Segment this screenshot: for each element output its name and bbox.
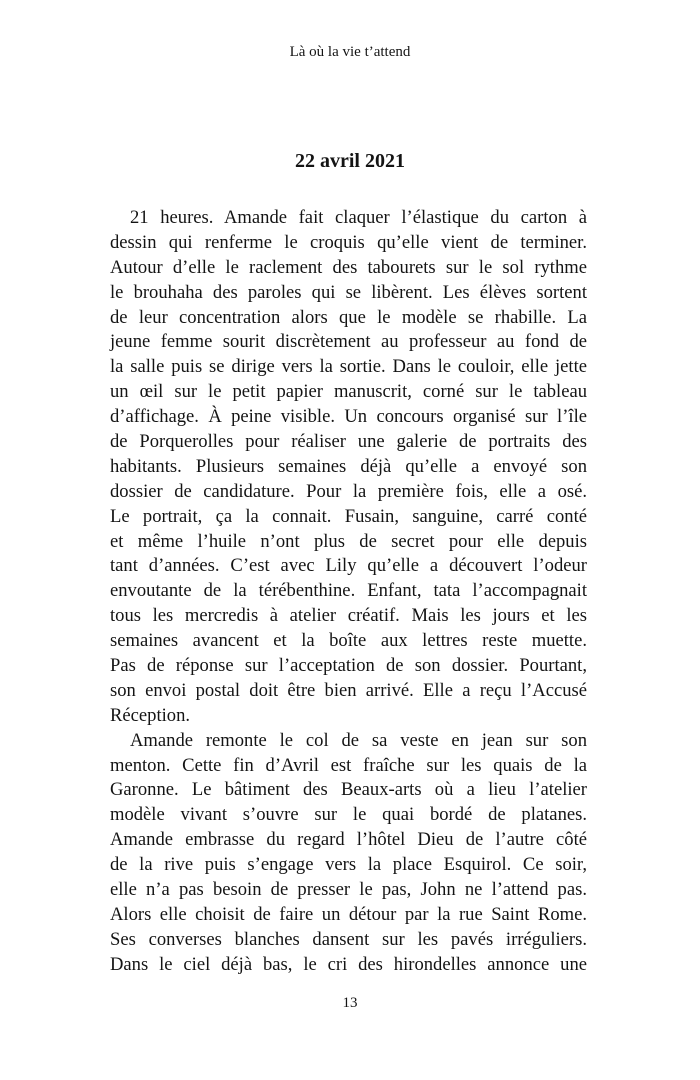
text-line: Dans le ciel déjà bas, le cri des hirondelles annonce une: [110, 953, 587, 975]
text-line: elle n’a pas besoin de presser le pas, John ne l’attend pas.: [110, 879, 587, 901]
text-line: Autour d’elle le raclement des tabourets sur le sol rythme: [110, 256, 587, 278]
text-line: Pas de réponse sur l’acceptation de son dossier. Pourtant,: [110, 655, 587, 677]
paragraph: [110, 206, 587, 729]
text-line: dessin qui renferme le croquis qu’elle vient de terminer.: [110, 231, 587, 253]
text-line: son envoi postal doit être bien arrivé. Elle a reçu l’Accusé: [110, 679, 587, 701]
text-line: un œil sur le petit papier manuscrit, corné sur le tableau: [110, 381, 587, 403]
text-line: Le portrait, ça la connait. Fusain, sanguine, carré conté: [110, 505, 587, 527]
text-line: tant d’années. C’est avec Lily qu’elle a découvert l’odeur: [110, 555, 587, 577]
running-head: Là où la vie t’attend: [289, 44, 411, 60]
text-line: menton. Cette fin d’Avril est fraîche sur les quais de la: [110, 754, 587, 776]
text-line: habitants. Plusieurs semaines déjà qu’elle a envoyé son: [110, 455, 587, 477]
chapter-title: 22 avril 2021: [295, 150, 405, 172]
text-line: Amande embrasse du regard l’hôtel Dieu de l’autre côté: [110, 829, 587, 851]
text-line: jeune femme sourit discrètement au professeur au fond de: [110, 331, 587, 353]
text-line: d’affichage. À peine visible. Un concours organisé sur l’île: [110, 406, 587, 428]
text-line: dossier de candidature. Pour la première fois, elle a osé.: [110, 480, 587, 502]
text-line: Ses converses blanches dansent sur les pavés irréguliers.: [110, 928, 587, 950]
text-line: et même l’huile n’ont plus de secret pour elle depuis: [110, 530, 587, 552]
text-line: Réception.: [110, 704, 191, 726]
text-line: 21 heures. Amande fait claquer l’élastique du carton à: [130, 207, 587, 228]
text-line: Amande remonte le col de sa veste en jean sur son: [130, 729, 587, 751]
text-line: la salle puis se dirige vers la sortie. Dans le couloir, elle jette: [110, 356, 587, 378]
text-line: Alors elle choisit de faire un détour par la rue Saint Rome.: [110, 903, 587, 925]
body-text: [110, 206, 587, 978]
text-line: de la rive puis s’engage vers la place Esquirol. Ce soir,: [110, 854, 587, 876]
text-line: Garonne. Le bâtiment des Beaux-arts où a lieu l’atelier: [110, 779, 587, 801]
text-line: semaines avancent et la boîte aux lettres reste muette.: [110, 630, 587, 652]
text-line: modèle vivant s’ouvre sur le quai bordé de platanes.: [110, 804, 587, 826]
text-line: tous les mercredis à atelier créatif. Mais les jours et les: [110, 605, 587, 627]
text-line: de leur concentration alors que le modèle se rhabille. La: [110, 306, 587, 328]
text-line: le brouhaha des paroles qui se libèrent. Les élèves sortent: [110, 281, 587, 303]
paragraph: [110, 729, 587, 978]
text-line: envoutante de la térébenthine. Enfant, tata l’accompagnait: [110, 580, 587, 602]
page-number: 13: [342, 995, 358, 1011]
text-line: de Porquerolles pour réaliser une galerie de portraits des: [110, 431, 587, 453]
